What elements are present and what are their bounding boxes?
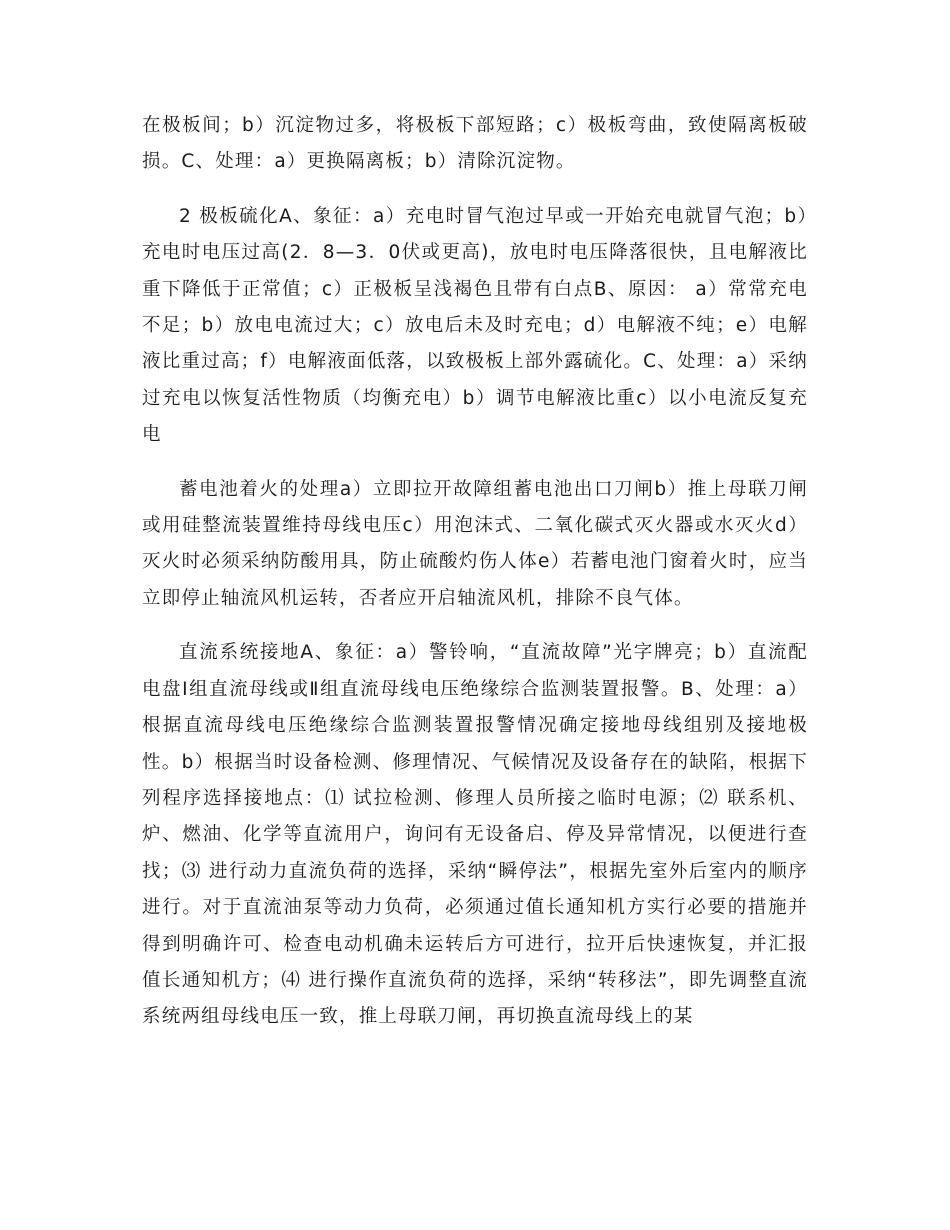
- paragraph-separator-damage: 在极板间；b）沉淀物过多，将极板下部短路；c）极板弯曲，致使隔离板破损。C、处理：a）更换隔离板；b）清除沉淀物。: [142, 115, 808, 173]
- paragraph-plate-sulfation: 2 极板硫化A、象征：a）充电时冒气泡过早或一开始充电就冒气泡；b）充电时电压过高(2．8—3．0伏或更高)，放电时电压降落很快，且电解液比重下降低于正常值；c）正极板呈浅褐色且带有白点B、原因： a）常常充电不足；b）放电电流过大；c）放电后未及时充电；d）电解液不纯；e）电解液比重过高；f）电解液面低落，以致极板上部外露硫化。C、处理：a）采纳过充电以恢复活性物质（均衡充电）b）调节电解液比重c）以小电流反复充电: [142, 205, 808, 446]
- paragraph-dc-grounding: 直流系统接地A、象征：a）警铃响，“直流故障”光字牌亮；b）直流配电盘Ⅰ组直流母线或Ⅱ组直流母线电压绝缘综合监测装置报警。B、处理：a）根据直流母线电压绝缘综合监测装置报警情况确定接地母线组别及接地极性。b）根据当时设备检测、修理情况、气候情况及设备存在的缺陷，根据下列程序选择接地点：⑴ 试拉检测、修理人员所接之临时电源；⑵ 联系机、炉、燃油、化学等直流用户，询问有无设备启、停及异常情况，以便进行查找；⑶ 进行动力直流负荷的选择，采纳“瞬停法”，根据先室外后室内的顺序进行。对于直流油泵等动力负荷，必须通过值长通知机方实行必要的措施并得到明确许可、检查电动机确未运转后方可进行，拉开后快速恢复，并汇报值长通知机方；⑷ 进行操作直流负荷的选择，采纳“转移法”，即先调整直流系统两组母线电压一致，推上母联刀闸，再切换直流母线上的某: [142, 642, 808, 1028]
- paragraph-battery-fire: 蓄电池着火的处理a）立即拉开故障组蓄电池出口刀闸b）推上母联刀闸或用硅整流装置维持母线电压c）用泡沫式、二氧化碳式灭火器或水灭火d）灭火时必须采纳防酸用具，防止硫酸灼伤人体e）若蓄电池门窗着火时，应当立即停止轴流风机运转，否者应开启轴流风机，排除不良气体。: [142, 478, 808, 609]
- body-text: [142, 108, 808, 1054]
